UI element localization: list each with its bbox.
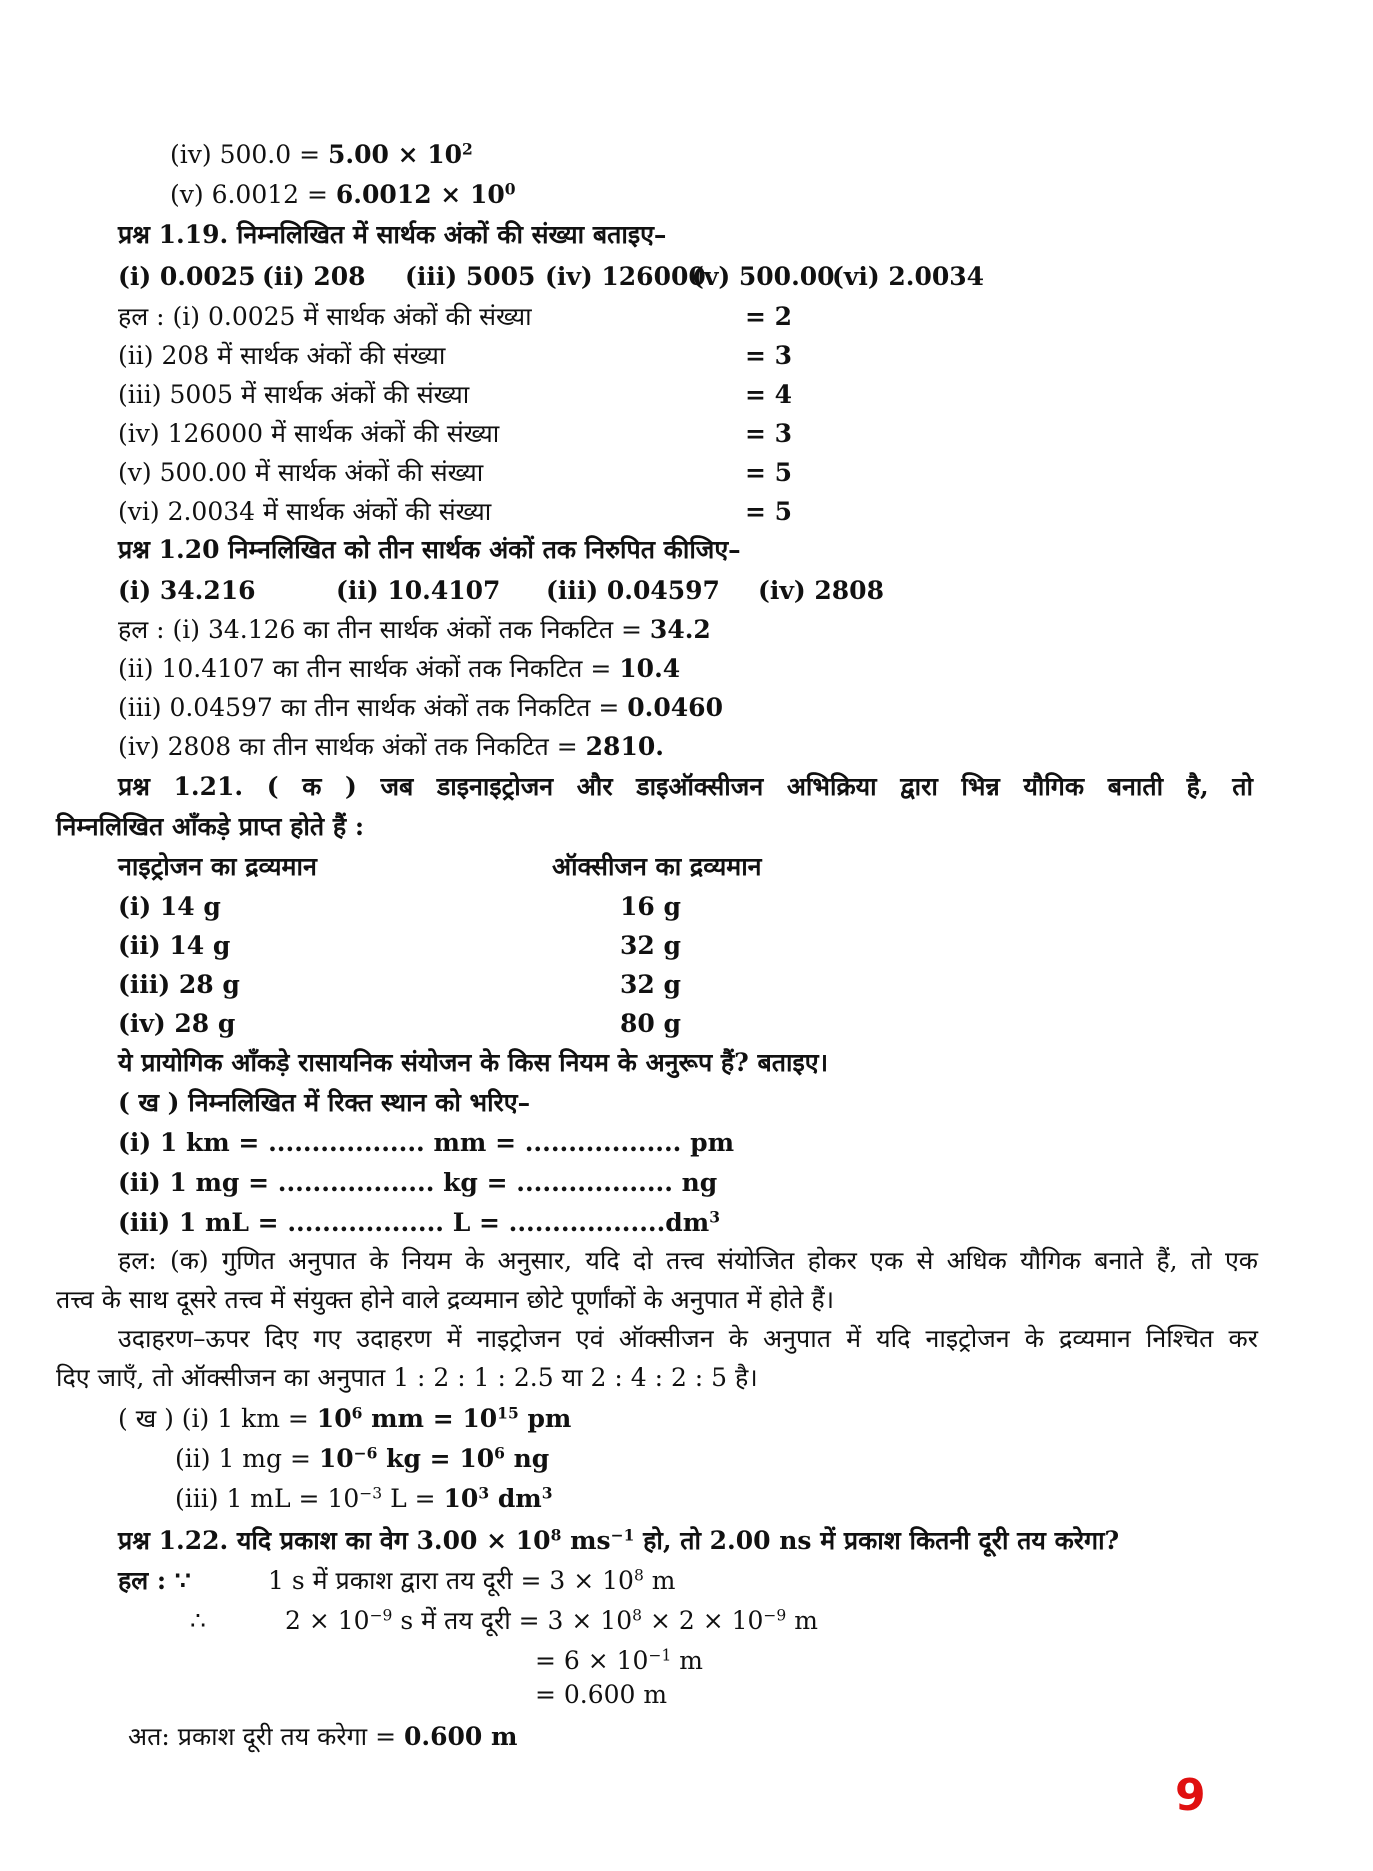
q21-row-o: 32 g [620, 970, 681, 999]
q19-solution-value: = 3 [745, 419, 793, 448]
q19-option: (iv) 126000 [545, 262, 706, 291]
q20-option: (i) 34.216 [118, 576, 256, 605]
q21-row-o: 32 g [620, 931, 681, 960]
q22-solution-line3: = $6 \times 10^{-1}$ m [535, 1646, 703, 1675]
q21-fill-title: ( ख ) निम्नलिखित में रिक्त स्थान को भरिए– [118, 1088, 531, 1117]
q21-title-cont: निम्नलिखित आँकड़े प्राप्त होते हैं : [56, 812, 365, 841]
q20-option: (ii) 10.4107 [336, 576, 501, 605]
q19-option: (v) 500.00 [692, 262, 835, 291]
q21-row-n: (iv) 28 g [118, 1009, 236, 1038]
q21-row-o: 80 g [620, 1009, 681, 1038]
q21-kh-line3: (iii) 1 mL = $10^{-3}$ $L = 10^3$ $dm^3$ [175, 1483, 553, 1513]
q22-solution-line1: 1 s में प्रकाश द्वारा तय दूरी = $3 \times 10^8$ m [268, 1566, 676, 1595]
cont-item-v: (v) $6.0012 = 6.0012 \times 10^0$ [170, 179, 516, 209]
q22-solution-line2: $2 \times 10^{-9}$ s में तय दूरी = $3 \times 10^8 \times 2 \times 10^{-9}$ m [285, 1606, 818, 1635]
q22-solution-line4: = 0.600 m [535, 1680, 668, 1709]
q21-fill-line: (iii) 1 mL = .................. $L = ..................dm^3$ [118, 1207, 721, 1237]
q20-title: प्रश्न 1.20 निम्नलिखित को तीन सार्थक अंकों तक निरुपित कीजिए– [118, 535, 741, 564]
q19-solution-label: (ii) 208 में सार्थक अंकों की संख्या [118, 341, 446, 370]
q21-fill-line: (i) 1 km = .................. mm = .................. pm [118, 1128, 735, 1157]
q21-solution-line2: तत्त्व के साथ दूसरे तत्त्व में संयुक्त होने वाले द्रव्यमान छोटे पूर्णांकों के अनुपात में होते हैं। [56, 1285, 835, 1314]
q19-solution-label: (iii) 5005 में सार्थक अंकों की संख्या [118, 380, 470, 409]
q20-option: (iv) 2808 [758, 576, 884, 605]
q21-example-line2: दिए जाएँ, तो ऑक्सीजन का अनुपात 1 : 2 : 1 : 2.5 या 2 : 4 : 2 : 5 है। [56, 1363, 758, 1392]
q19-option: (i) 0.0025 [118, 262, 256, 291]
q21-kh-line1: ( ख ) (i) 1 km = $10^6$ mm = $10^{15}$ pm [118, 1403, 572, 1433]
q21-row-n: (i) 14 g [118, 892, 221, 921]
q21-title: प्रश्न 1.21. ( क ) जब डाइनाइट्रोजन और डाइऑक्सीजन अभिक्रिया द्वारा भिन्न यौगिक बनाती है, तो [118, 772, 1253, 801]
q19-solution-label: (iv) 126000 में सार्थक अंकों की संख्या [118, 419, 500, 448]
q20-solution-line: (iii) 0.04597 का तीन सार्थक अंकों तक निकटित = 0.0460 [118, 693, 723, 722]
q21-kh-line2: (ii) 1 mg = $10^{-6}$ kg = $10^6$ ng [175, 1443, 550, 1473]
q19-option: (iii) 5005 [405, 262, 536, 291]
q19-solution-label: (vi) 2.0034 में सार्थक अंकों की संख्या [118, 497, 492, 526]
q20-solution-line: (iv) 2808 का तीन सार्थक अंकों तक निकटित = 2810. [118, 732, 664, 761]
page-number: 9 [1175, 1770, 1206, 1821]
q19-solution-value: = 3 [745, 341, 793, 370]
q21-col-oxygen: ऑक्सीजन का द्रव्यमान [552, 852, 762, 881]
q21-row-n: (ii) 14 g [118, 931, 231, 960]
q21-fill-line: (ii) 1 mg = .................. kg = .................. ng [118, 1168, 718, 1197]
q19-solution-value: = 5 [745, 458, 793, 487]
q22-solution-lead: हल : ∵ [118, 1566, 191, 1595]
q21-example-line1: उदाहरण–ऊपर दिए गए उदाहरण में नाइट्रोजन एवं ऑक्सीजन के अनुपात में यदि नाइट्रोजन के द्रव्यमान निश्चित कर [118, 1324, 1258, 1353]
q22-title: प्रश्न 1.22. यदि प्रकाश का वेग $3.00 \times 10^8$ $ms^{-1}$ हो, तो 2.00 ns में प्रकाश कितनी दूरी तय करेगा? [118, 1525, 1120, 1555]
q19-title: प्रश्न 1.19. निम्नलिखित में सार्थक अंकों की संख्या बताइए– [118, 220, 667, 249]
q19-solution-label: हल : (i) 0.0025 में सार्थक अंकों की संख्या [118, 302, 532, 331]
q19-solution-label: (v) 500.00 में सार्थक अंकों की संख्या [118, 458, 484, 487]
q19-option: (ii) 208 [262, 262, 366, 291]
q21-row-n: (iii) 28 g [118, 970, 240, 999]
q19-option: (vi) 2.0034 [832, 262, 985, 291]
q20-solution-line: हल : (i) 34.126 का तीन सार्थक अंकों तक निकटित = 34.2 [118, 615, 711, 644]
q20-solution-line: (ii) 10.4107 का तीन सार्थक अंकों तक निकटित = 10.4 [118, 654, 681, 683]
q21-row-o: 16 g [620, 892, 681, 921]
q20-option: (iii) 0.04597 [546, 576, 720, 605]
q19-solution-value: = 2 [745, 302, 793, 331]
q21-law-question: ये प्रायोगिक आँकड़े रासायनिक संयोजन के किस नियम के अनुरूप हैं? बताइए। [118, 1048, 829, 1077]
q22-answer: अत: प्रकाश दूरी तय करेगा = 0.600 m [128, 1722, 518, 1751]
q19-solution-value: = 4 [745, 380, 793, 409]
q21-solution-line1: हल: (क) गुणित अनुपात के नियम के अनुसार, यदि दो तत्त्व संयोजित होकर एक से अधिक यौगिक बनाते हैं, तो एक [118, 1246, 1258, 1275]
therefore-symbol: ∴ [190, 1606, 206, 1635]
q19-solution-value: = 5 [745, 497, 793, 526]
cont-item-iv: (iv) $500.0 = 5.00 \times 10^2$ [170, 139, 473, 169]
q21-col-nitrogen: नाइट्रोजन का द्रव्यमान [118, 852, 317, 881]
